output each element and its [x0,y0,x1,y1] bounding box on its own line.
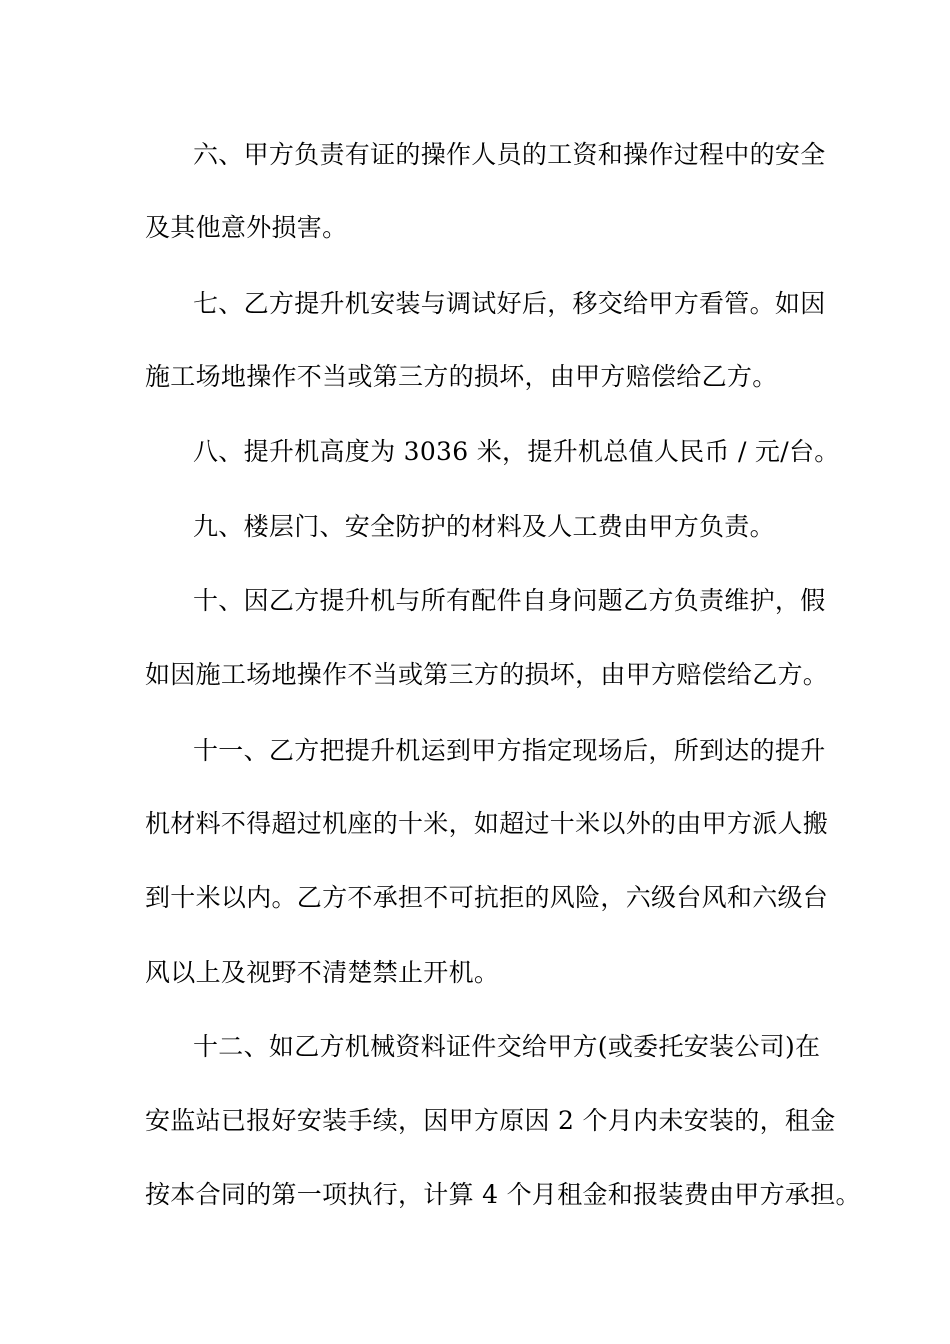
clause-7-line-1: 七、乙方提升机安装与调试好后，移交给甲方看管。如因 [193,289,826,318]
clause-11-line-3: 到十米以内。乙方不承担不可抗拒的风险，六级台风和六级台 [145,883,829,912]
clause-11-line-2: 机材料不得超过机座的十米，如超过十米以外的由甲方派人搬 [145,809,829,838]
clause-7-line-2: 施工场地操作不当或第三方的损坏，由甲方赔偿给乙方。 [145,362,778,391]
clause-6-line-1: 六、甲方负责有证的操作人员的工资和操作过程中的安全 [193,140,826,169]
clause-6-line-2: 及其他意外损害。 [145,213,348,242]
clause-10-line-1: 十、因乙方提升机与所有配件自身问题乙方负责维护，假 [193,586,826,615]
clause-11-line-4: 风以上及视野不清楚禁止开机。 [145,958,500,987]
clause-12-line-2: 安监站已报好安装手续，因甲方原因 2 个月内未安装的，租金 [145,1106,836,1135]
clause-12-line-1: 十二、如乙方机械资料证件交给甲方(或委托安装公司)在 [193,1032,821,1061]
clause-10-line-2: 如因施工场地操作不当或第三方的损坏，由甲方赔偿给乙方。 [145,660,829,689]
clause-12-line-3: 按本合同的第一项执行，计算 4 个月租金和报装费由甲方承担。 [145,1180,861,1209]
clause-8-line-1: 八、提升机高度为 3036 米，提升机总值人民币 / 元/台。 [193,437,840,466]
clause-9-line-1: 九、楼层门、安全防护的材料及人工费由甲方负责。 [193,512,775,541]
clause-11-line-1: 十一、乙方把提升机运到甲方指定现场后，所到达的提升 [193,736,826,765]
